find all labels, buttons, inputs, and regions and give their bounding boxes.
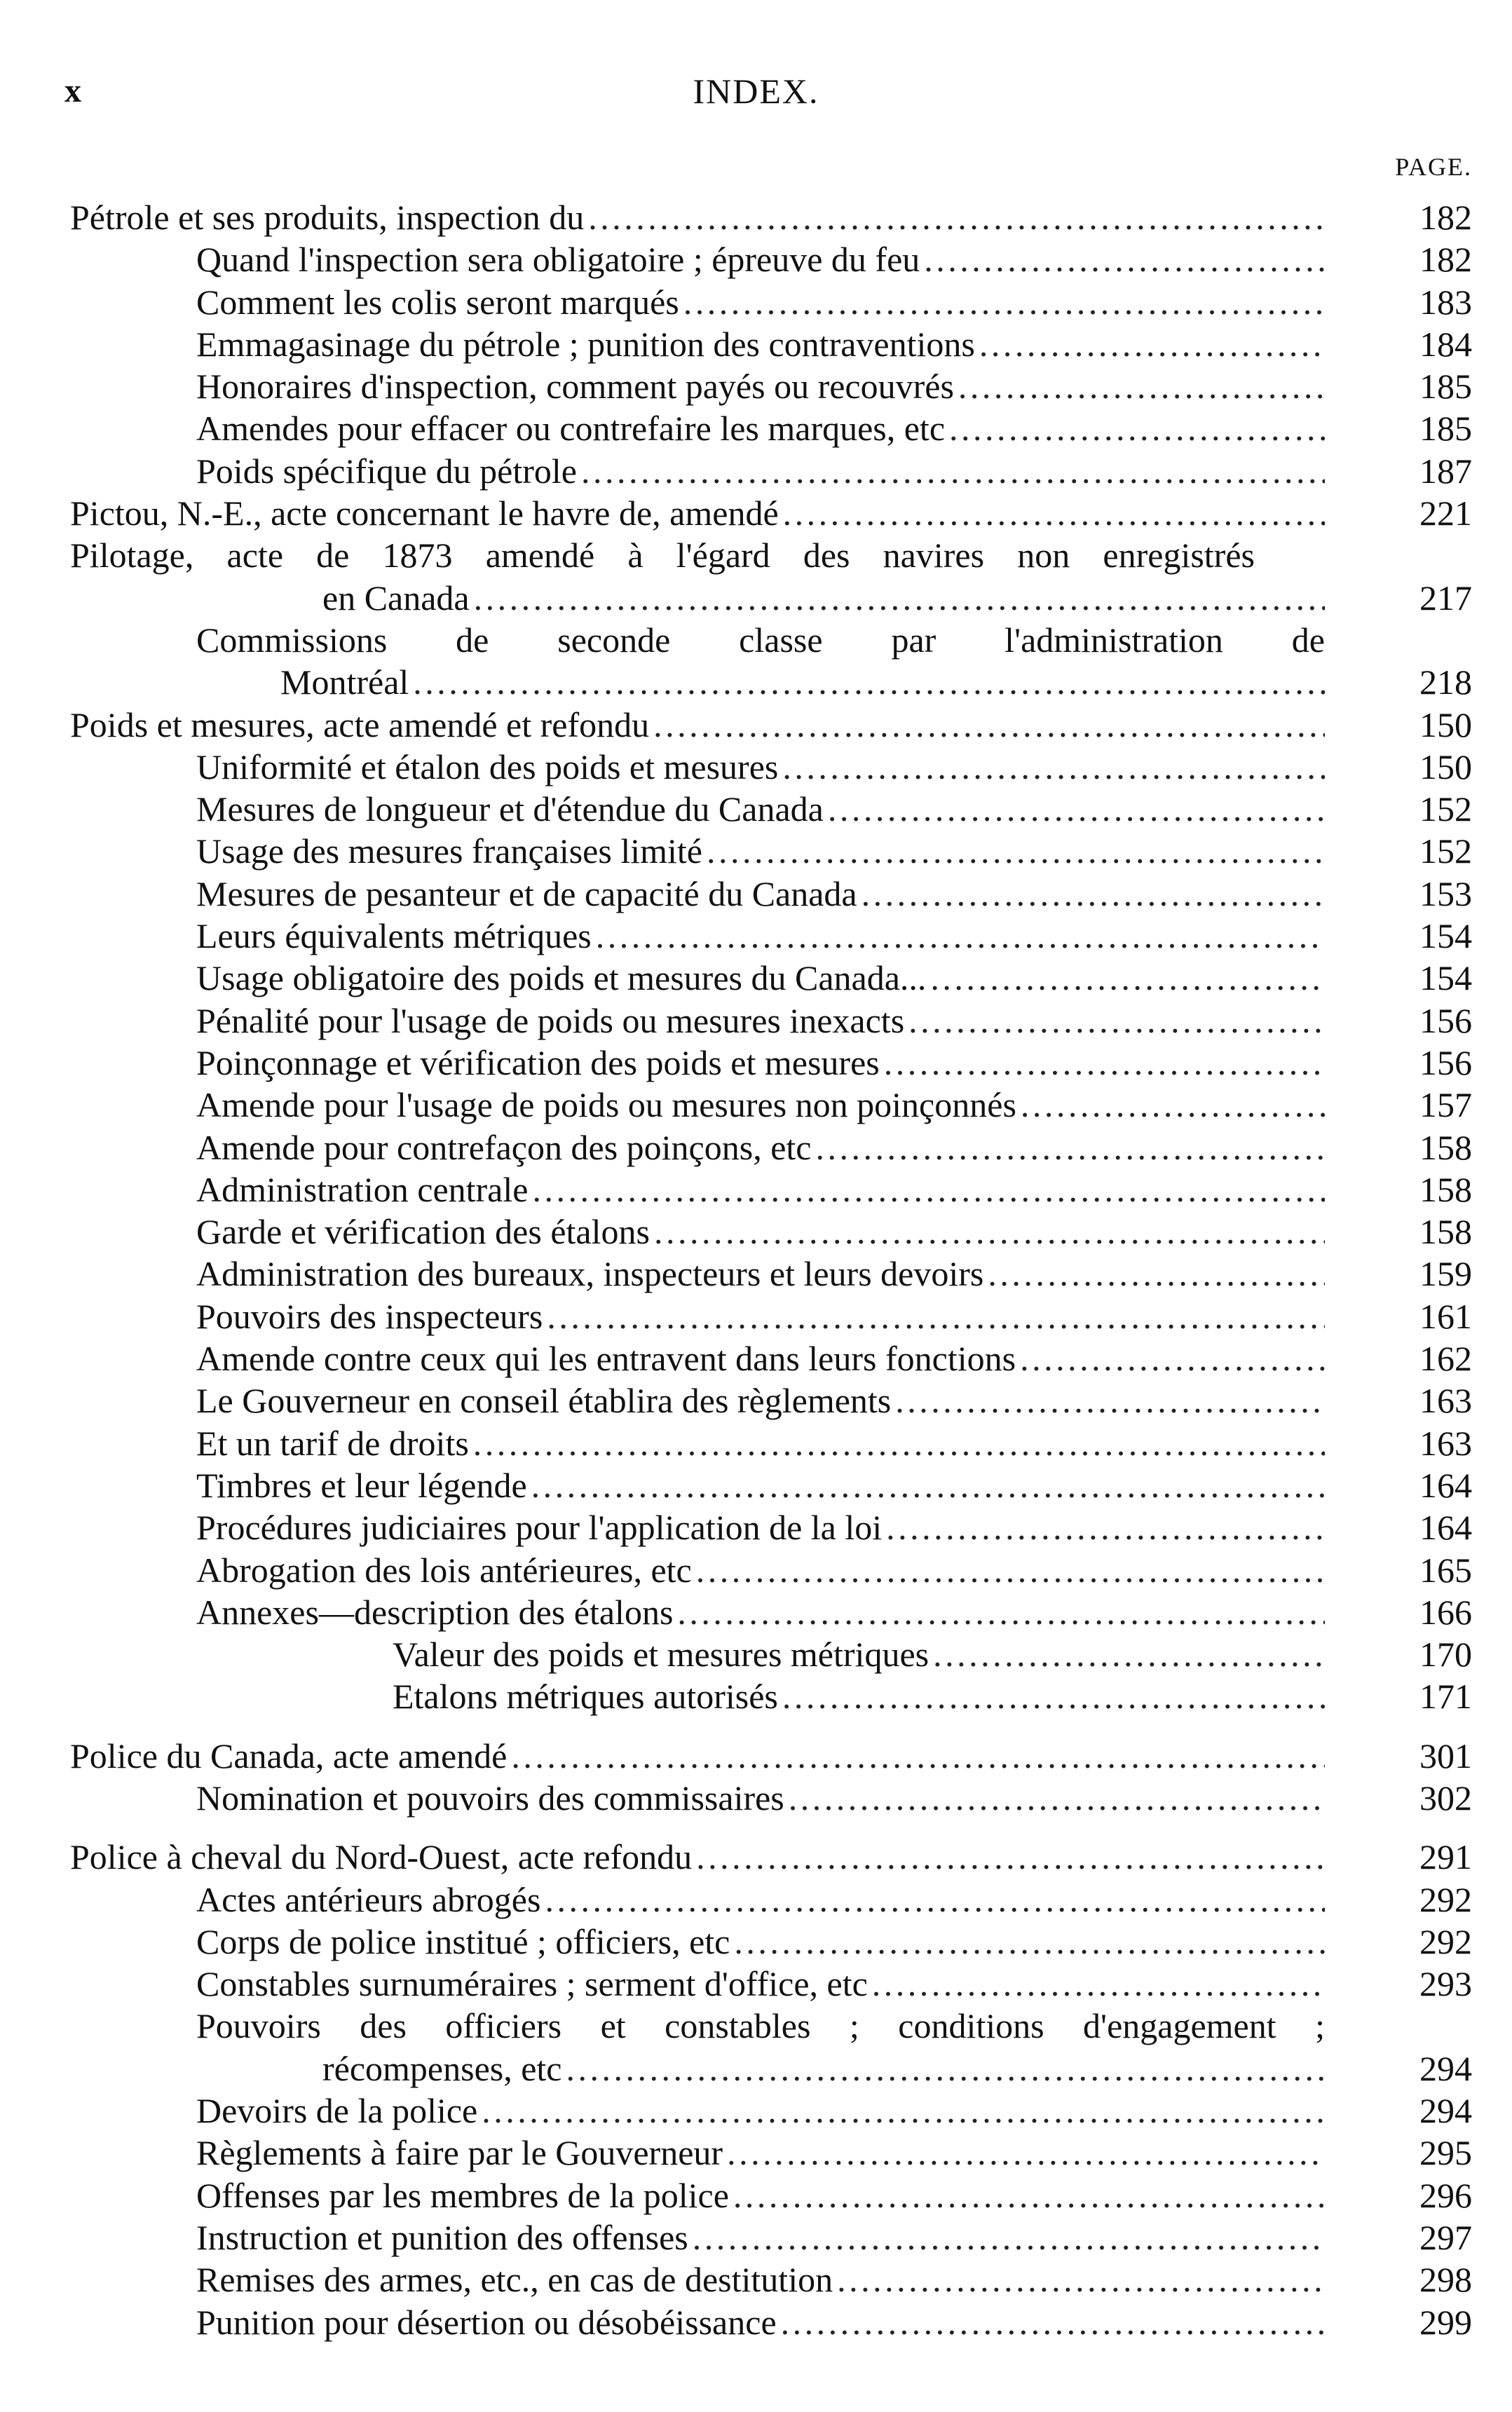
index-entry	[70, 1422, 1472, 1464]
entry-label: Devoirs de la police	[196, 2091, 478, 2131]
dot-leader	[673, 1591, 1325, 1633]
entry-label: Offenses par les membres de la police	[196, 2175, 729, 2215]
dot-leader	[409, 661, 1325, 703]
entry-label: Etalons métriques autorisés	[393, 1677, 778, 1717]
entry-label: en Canada	[322, 578, 470, 618]
dot-leader	[692, 1836, 1325, 1878]
entry-page-number: 221	[1419, 493, 1472, 533]
entry-label: Administration centrale	[196, 1169, 529, 1209]
entry-page-number: 164	[1419, 1508, 1472, 1548]
index-entry	[70, 1836, 1472, 1878]
index-entry	[70, 746, 1472, 788]
dot-leader	[469, 1422, 1325, 1464]
index-entry	[70, 2005, 1472, 2047]
index-entry	[70, 1633, 1472, 1675]
dot-leader	[692, 1549, 1325, 1591]
entry-label: Actes antérieurs abrogés	[196, 1879, 541, 1919]
entry-label: Annexes—description des étalons	[196, 1592, 674, 1632]
entry-label: Poids spécifique du pétrole	[196, 451, 577, 491]
entry-label: Poids et mesures, acte amendé et refondu	[70, 704, 650, 744]
dot-leader	[880, 1042, 1325, 1084]
dot-leader	[527, 1464, 1325, 1506]
index-entry	[70, 830, 1472, 872]
entry-label: Timbres et leur légende	[196, 1465, 527, 1505]
entry-label: Et un tarif de droits	[196, 1423, 469, 1463]
entry-page-number: 294	[1419, 2091, 1472, 2131]
entry-label: Amende contre ceux qui les entravent dans leurs fonctions	[196, 1339, 1016, 1379]
dot-leader	[920, 238, 1325, 280]
index-entry	[70, 788, 1472, 830]
dot-leader	[543, 1295, 1325, 1337]
index-entry	[70, 1000, 1472, 1042]
index-entry	[70, 577, 1472, 619]
entry-label: Pilotage, acte de 1873 amendé à l'égard des navires non enregistrés	[70, 536, 1255, 575]
entry-page-number: 301	[1419, 1736, 1472, 1776]
index-entry	[70, 873, 1472, 915]
entry-page-number: 163	[1419, 1381, 1472, 1421]
index-entry	[70, 1464, 1472, 1506]
dot-leader	[778, 1675, 1325, 1717]
dot-leader	[702, 830, 1325, 872]
entry-label: Poinçonnage et vérification des poids et mesures	[196, 1042, 880, 1082]
dot-leader	[470, 577, 1325, 619]
entry-page-number: 166	[1419, 1592, 1472, 1632]
entry-label: Mesures de longueur et d'étendue du Canada	[196, 789, 824, 829]
entry-page-number: 217	[1419, 578, 1472, 618]
dot-leader	[868, 1963, 1325, 2005]
dot-leader	[1016, 1337, 1325, 1379]
entry-label: Honoraires d'inspection, comment payés ou recouvrés	[196, 367, 954, 407]
entry-label: Amende pour l'usage de poids ou mesures non poinçonnés	[196, 1085, 1016, 1125]
entry-page-number: 150	[1419, 747, 1472, 786]
entry-page-number: 185	[1419, 409, 1472, 449]
index-entry	[70, 915, 1472, 957]
entry-page-number: 164	[1419, 1465, 1472, 1505]
index-entry	[70, 365, 1472, 407]
entry-page-number: 152	[1419, 789, 1472, 829]
dot-leader	[562, 2048, 1325, 2090]
dot-leader	[679, 281, 1325, 323]
dot-leader	[507, 1735, 1325, 1777]
entry-page-number: 295	[1419, 2133, 1472, 2173]
index-entry	[70, 238, 1472, 280]
index-entry	[70, 1735, 1472, 1777]
page-column-label: PAGE.	[1395, 153, 1472, 181]
index-entry	[70, 1337, 1472, 1379]
dot-leader	[954, 365, 1325, 407]
entry-label: récompenses, etc	[322, 2048, 562, 2088]
entry-label: Administration des bureaux, inspecteurs et leurs devoirs	[196, 1254, 984, 1294]
entry-label: Emmagasinage du pétrole ; punition des contraventions	[196, 324, 975, 364]
dot-leader	[477, 2090, 1325, 2132]
dot-leader	[723, 2132, 1325, 2174]
entry-page-number: 154	[1419, 958, 1472, 998]
entry-label: Amendes pour effacer ou contrefaire les marques, etc	[196, 409, 946, 449]
dot-leader	[824, 788, 1325, 830]
running-head: INDEX.	[693, 71, 819, 111]
entry-label: Pénalité pour l'usage de poids ou mesures inexacts	[196, 1000, 905, 1040]
index-entry	[70, 957, 1472, 999]
entry-page-number: 150	[1419, 704, 1472, 744]
dot-leader	[649, 704, 1325, 746]
entry-label: Corps de police institué ; officiers, etc	[196, 1921, 730, 1961]
entry-page-number: 182	[1419, 240, 1472, 280]
index-entry	[70, 407, 1472, 449]
entry-page-number: 157	[1419, 1085, 1472, 1125]
entry-label: Constables surnuméraires ; serment d'office, etc	[196, 1964, 868, 2004]
entry-label: Mesures de pesanteur et de capacité du Canada	[196, 873, 857, 913]
entry-label: Leurs équivalents métriques	[196, 916, 592, 956]
index-entry	[70, 1879, 1472, 1921]
entry-page-number: 154	[1419, 916, 1472, 956]
dot-leader	[945, 407, 1325, 449]
dot-leader	[929, 1633, 1325, 1675]
entry-page-number: 296	[1419, 2175, 1472, 2215]
index-entry	[70, 2090, 1472, 2132]
entry-label: Usage obligatoire des poids et mesures du Canada...	[196, 958, 927, 998]
dot-leader	[729, 2174, 1325, 2216]
entry-page-number: 183	[1419, 282, 1472, 322]
entry-label: Commissions de seconde classe par l'administration de	[196, 620, 1325, 660]
entry-page-number: 158	[1419, 1212, 1472, 1252]
entry-label: Pouvoirs des officiers et constables ; conditions d'engagement ;	[196, 2006, 1325, 2046]
dot-leader	[983, 1253, 1325, 1295]
index-entry	[70, 1549, 1472, 1591]
index-entry	[70, 2132, 1472, 2174]
dot-leader	[650, 1211, 1325, 1253]
index-entry	[70, 2301, 1472, 2343]
entry-label: Quand l'inspection sera obligatoire ; épreuve du feu	[196, 240, 920, 280]
dot-leader	[730, 1921, 1325, 1963]
dot-leader	[857, 873, 1325, 915]
dot-leader	[904, 1000, 1325, 1042]
entry-page-number: 171	[1419, 1677, 1472, 1717]
entry-page-number: 158	[1419, 1127, 1472, 1167]
entry-label: Garde et vérification des étalons	[196, 1212, 650, 1252]
entry-page-number: 302	[1419, 1778, 1472, 1818]
entry-page-number: 184	[1419, 324, 1472, 364]
dot-leader	[778, 746, 1325, 788]
entry-page-number: 291	[1419, 1837, 1472, 1877]
entry-page-number: 185	[1419, 367, 1472, 407]
index-entry	[70, 450, 1472, 492]
index-entry	[70, 2174, 1472, 2216]
dot-leader	[584, 196, 1325, 238]
index-entry	[70, 619, 1472, 661]
index-entry	[70, 1084, 1472, 1126]
entry-page-number: 292	[1419, 1921, 1472, 1961]
index-entry	[70, 1168, 1472, 1211]
index-entry	[70, 534, 1472, 576]
index-entry	[70, 1126, 1472, 1168]
dot-leader	[592, 915, 1325, 957]
index-entry	[70, 492, 1472, 534]
index-entry	[70, 1777, 1472, 1819]
index-entry	[70, 1295, 1472, 1337]
entry-label: Procédures judiciaires pour l'application de la loi	[196, 1508, 883, 1548]
index-entry	[70, 196, 1472, 238]
entry-page-number: 170	[1419, 1635, 1472, 1675]
entry-label: Pictou, N.-E., acte concernant le havre de, amendé	[70, 493, 779, 533]
page-header	[0, 67, 1512, 116]
entry-page-number: 152	[1419, 831, 1472, 871]
entry-page-number: 165	[1419, 1550, 1472, 1590]
entry-label: Comment les colis seront marqués	[196, 282, 679, 322]
dot-leader	[975, 323, 1325, 365]
entry-label: Amende pour contrefaçon des poinçons, etc	[196, 1127, 812, 1167]
entry-label: Montréal	[280, 662, 409, 702]
entry-page-number: 294	[1419, 2048, 1472, 2088]
index-entry	[70, 1042, 1472, 1084]
index-entry	[70, 1921, 1472, 1963]
entry-page-number: 156	[1419, 1042, 1472, 1082]
entry-page-number: 293	[1419, 1964, 1472, 2004]
entry-page-number: 187	[1419, 451, 1472, 491]
index-list	[70, 196, 1472, 2343]
dot-leader	[882, 1506, 1325, 1548]
index-entry	[70, 1963, 1472, 2005]
index-entry	[70, 1211, 1472, 1253]
index-entry	[70, 661, 1472, 703]
entry-label: Uniformité et étalon des poids et mesures	[196, 747, 779, 786]
folio: x	[64, 72, 81, 109]
index-entry	[70, 1379, 1472, 1422]
entry-page-number: 153	[1419, 873, 1472, 913]
entry-label: Pouvoirs des inspecteurs	[196, 1296, 543, 1336]
index-entry	[70, 2216, 1472, 2258]
entry-label: Pétrole et ses produits, inspection du	[70, 198, 585, 237]
index-entry	[70, 323, 1472, 365]
entry-label: Remises des armes, etc., en cas de destitution	[196, 2260, 833, 2300]
dot-leader	[891, 1379, 1325, 1422]
entry-page-number: 299	[1419, 2302, 1472, 2342]
entry-page-number: 297	[1419, 2217, 1472, 2257]
entry-label: Le Gouverneur en conseil établira des règlements	[196, 1381, 892, 1421]
entry-page-number: 156	[1419, 1000, 1472, 1040]
entry-page-number: 159	[1419, 1254, 1472, 1294]
entry-page-number: 182	[1419, 198, 1472, 237]
dot-leader	[528, 1168, 1325, 1211]
dot-leader	[784, 1777, 1325, 1819]
index-entry	[70, 2048, 1472, 2090]
entry-page-number: 298	[1419, 2260, 1472, 2300]
entry-label: Police à cheval du Nord-Ouest, acte refondu	[70, 1837, 693, 1877]
index-entry	[70, 1506, 1472, 1548]
entry-page-number: 218	[1419, 662, 1472, 702]
dot-leader	[688, 2216, 1325, 2258]
dot-leader	[777, 2301, 1325, 2343]
dot-leader	[926, 957, 1325, 999]
entry-page-number: 163	[1419, 1423, 1472, 1463]
entry-page-number: 162	[1419, 1339, 1472, 1379]
entry-label: Usage des mesures françaises limité	[196, 831, 702, 871]
entry-label: Abrogation des lois antérieures, etc	[196, 1550, 692, 1590]
dot-leader	[540, 1879, 1325, 1921]
entry-label: Punition pour désertion ou désobéissance	[196, 2302, 777, 2342]
dot-leader	[833, 2258, 1325, 2301]
entry-page-number: 158	[1419, 1169, 1472, 1209]
dot-leader	[577, 450, 1325, 492]
entry-label: Police du Canada, acte amendé	[70, 1736, 508, 1776]
dot-leader	[811, 1126, 1325, 1168]
index-entry	[70, 2258, 1472, 2301]
dot-leader	[1016, 1084, 1325, 1126]
entry-page-number: 292	[1419, 1879, 1472, 1919]
dot-leader	[779, 492, 1325, 534]
entry-page-number: 161	[1419, 1296, 1472, 1336]
entry-label: Règlements à faire par le Gouverneur	[196, 2133, 723, 2173]
index-entry	[70, 281, 1472, 323]
index-entry	[70, 1675, 1472, 1717]
entry-label: Instruction et punition des offenses	[196, 2217, 688, 2257]
entry-label: Nomination et pouvoirs des commissaires	[196, 1778, 784, 1818]
index-entry	[70, 704, 1472, 746]
index-entry	[70, 1253, 1472, 1295]
index-entry	[70, 1591, 1472, 1633]
entry-label: Valeur des poids et mesures métriques	[393, 1635, 929, 1675]
